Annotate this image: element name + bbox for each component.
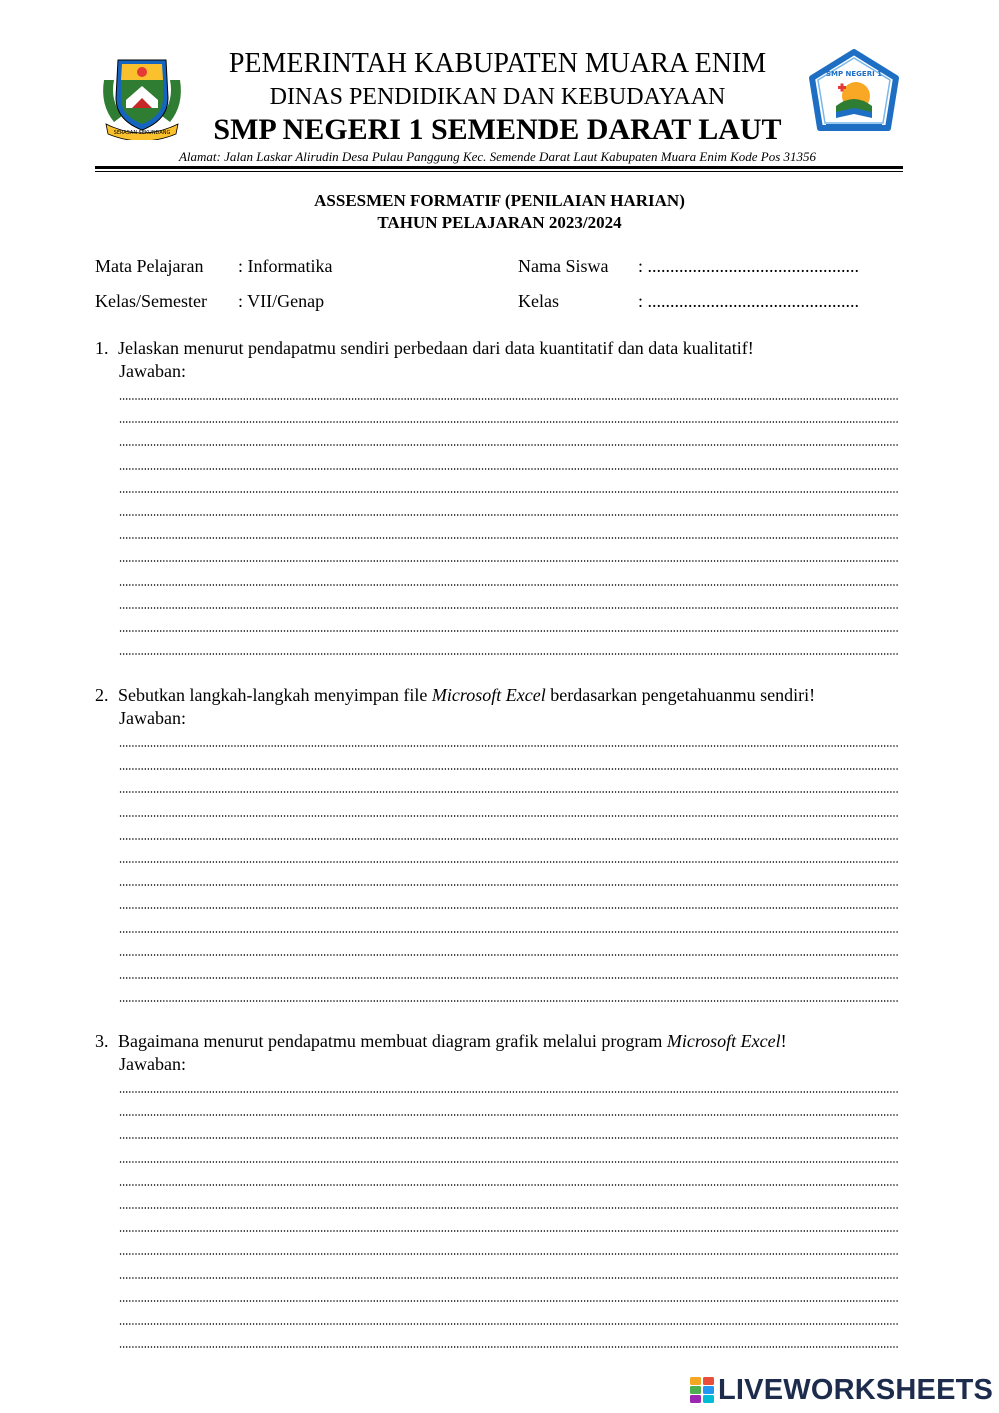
answer-line[interactable]: [119, 931, 899, 933]
question-number: 3.: [95, 1031, 109, 1051]
right-logo-text: SMP NEGERI 1: [825, 70, 883, 78]
answer-line[interactable]: [119, 884, 899, 886]
answer-line[interactable]: [119, 630, 899, 632]
answer-line[interactable]: [119, 398, 899, 400]
class-semester-label: Kelas/Semester: [95, 291, 207, 311]
question-text: Bagaimana menurut pendapatmu membuat diagram grafik melalui program: [118, 1031, 667, 1051]
header-divider-thin: [95, 171, 903, 172]
question-text-italic: Microsoft Excel: [666, 1031, 781, 1051]
liveworksheets-logo-icon: [690, 1377, 714, 1403]
question-text: Jelaskan menurut pendapatmu sendiri perbedaan dari data kuantitatif dan data kualitatif!: [118, 338, 754, 358]
answer-line[interactable]: [119, 607, 899, 609]
answer-line[interactable]: [119, 838, 899, 840]
assessment-title: ASSESMEN FORMATIF (PENILAIAN HARIAN): [314, 191, 685, 210]
answer-line[interactable]: [119, 977, 899, 979]
question-text-end: !: [780, 1031, 787, 1051]
answer-line[interactable]: [119, 954, 899, 956]
answer-line[interactable]: [119, 1253, 899, 1255]
answer-line[interactable]: [119, 1230, 899, 1232]
answer-line[interactable]: [119, 491, 899, 493]
liveworksheets-brand: [690, 1374, 993, 1406]
header-divider-thick: [95, 166, 903, 169]
left-logo-ribbon-text: SERASAN SEKUNDANG: [113, 130, 171, 136]
class-semester-value: : VII/Genap: [238, 291, 325, 311]
answer-line[interactable]: [119, 1323, 899, 1325]
answer-line[interactable]: [119, 444, 899, 446]
question-text: Sebutkan langkah-langkah menyimpan file: [118, 685, 432, 705]
question-2: [95, 685, 815, 706]
answer-line[interactable]: [119, 815, 899, 817]
class-label: Kelas: [518, 291, 559, 311]
answer-line[interactable]: [119, 421, 899, 423]
answer-line[interactable]: [119, 1000, 899, 1002]
answer-line[interactable]: [119, 1207, 899, 1209]
answer-line[interactable]: [119, 1161, 899, 1163]
question-1: [95, 338, 754, 359]
subject-label: Mata Pelajaran: [95, 256, 204, 276]
answer-line[interactable]: [119, 468, 899, 470]
student-name-field[interactable]: : ...............................................: [638, 256, 860, 276]
agency-title: DINAS PENDIDIKAN DAN KEBUDAYAAN: [269, 84, 726, 110]
answer-line[interactable]: [119, 514, 899, 516]
question-number: 1.: [95, 338, 109, 358]
answer-line[interactable]: [119, 861, 899, 863]
answer-line[interactable]: [119, 1091, 899, 1093]
class-field[interactable]: : ...............................................: [638, 291, 860, 311]
answer-line[interactable]: [119, 537, 899, 539]
answer-label: Jawaban:: [119, 1054, 186, 1074]
question-text-italic: Microsoft Excel: [431, 685, 546, 705]
subject-value: : Informatika: [238, 256, 333, 276]
question-text-end: berdasarkan pengetahuanmu sendiri!: [545, 685, 816, 705]
answer-label: Jawaban:: [119, 708, 186, 728]
government-title: PEMERINTAH KABUPATEN MUARA ENIM: [228, 48, 767, 79]
answer-line[interactable]: [119, 1346, 899, 1348]
answer-line[interactable]: [119, 791, 899, 793]
answer-line[interactable]: [119, 768, 899, 770]
question-3: [95, 1031, 787, 1052]
answer-line[interactable]: [119, 584, 899, 586]
answer-line[interactable]: [119, 1300, 899, 1302]
answer-line[interactable]: [119, 1277, 899, 1279]
question-number: 2.: [95, 685, 109, 705]
brand-name: LIVEWORKSHEETS: [718, 1373, 994, 1406]
answer-line[interactable]: [119, 1114, 899, 1116]
answer-line[interactable]: [119, 745, 899, 747]
answer-line[interactable]: [119, 1184, 899, 1186]
academic-year: TAHUN PELAJARAN 2023/2024: [377, 213, 622, 232]
school-address: Alamat: Jalan Laskar Alirudin Desa Pulau Panggung Kec. Semende Darat Laut Kabupaten Muara Enim Kode Pos 31356: [178, 149, 817, 164]
school-name: SMP NEGERI 1 SEMENDE DARAT LAUT: [213, 113, 782, 146]
answer-label: Jawaban:: [119, 361, 186, 381]
answer-line[interactable]: [119, 907, 899, 909]
student-name-label: Nama Siswa: [518, 256, 609, 276]
answer-line[interactable]: [119, 1137, 899, 1139]
answer-line[interactable]: [119, 560, 899, 562]
answer-line[interactable]: [119, 653, 899, 655]
